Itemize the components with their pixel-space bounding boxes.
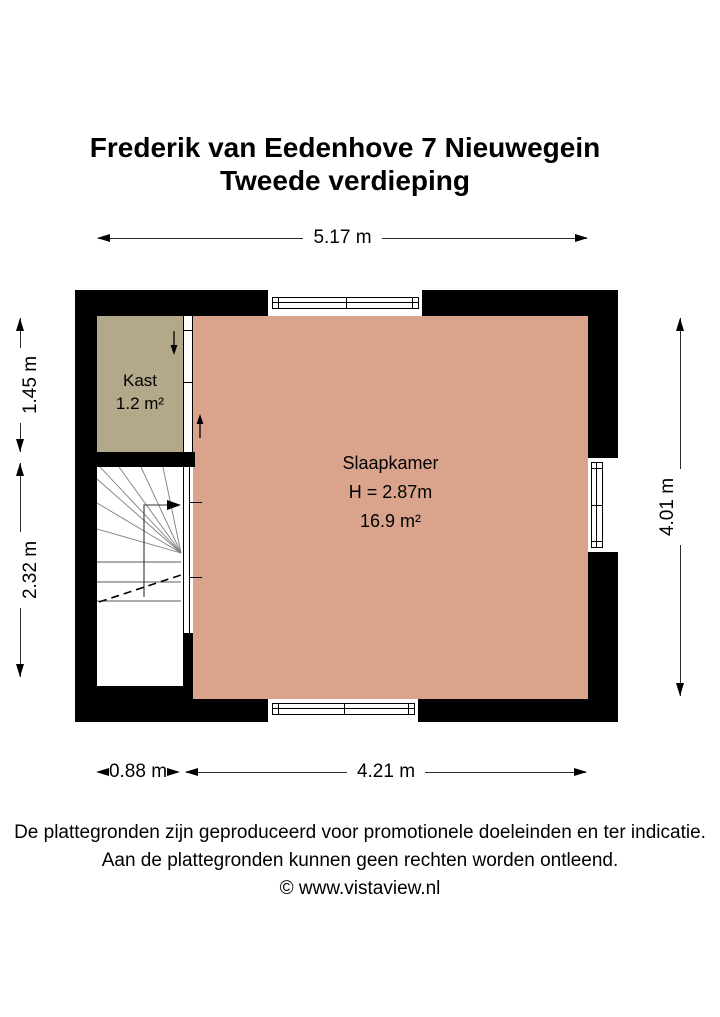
dimension-top-width — [97, 229, 588, 247]
stair-partition — [183, 467, 190, 633]
dimension-bottom-stairs — [96, 763, 180, 781]
wall-right-upper — [588, 316, 618, 458]
dimension-arrow-up-icon — [16, 463, 24, 476]
page-title-floor: Tweede verdieping — [220, 165, 470, 196]
dimension-arrow-left-icon — [185, 768, 198, 776]
stairs-winder-treads — [97, 467, 181, 553]
window-mullion — [592, 541, 602, 542]
door-tick — [184, 382, 192, 383]
stairs-drawing — [97, 467, 183, 686]
window-mullion — [278, 704, 279, 714]
page-title — [0, 131, 690, 197]
wall-kast-stairs-divider — [97, 452, 195, 467]
wall-left — [75, 290, 97, 722]
slaapkamer-area: 16.9 m² — [359, 511, 422, 531]
dimension-arrow-left-icon — [96, 768, 109, 776]
dimension-bottom-room-label: 4.21 m — [347, 761, 425, 783]
wall-bottom-right — [418, 699, 618, 722]
disclaimer — [0, 819, 720, 903]
kast-name: Kast — [122, 371, 158, 390]
window-mullion — [344, 704, 345, 714]
dimension-top-width-label: 5.17 m — [303, 227, 381, 249]
window-mullion — [412, 298, 413, 308]
dimension-bottom-stairs-label: 0.88 m — [108, 761, 168, 782]
dimension-line — [680, 318, 681, 469]
window-mullion — [278, 298, 279, 308]
stairs-straight-treads — [97, 562, 181, 601]
dimension-arrow-down-icon — [676, 683, 684, 696]
window-mullion — [346, 298, 347, 308]
slaapkamer-name: Slaapkamer — [342, 453, 439, 473]
kast-sliding-door — [183, 316, 193, 452]
wall-partition-lower — [183, 633, 193, 699]
dimension-arrow-up-icon — [676, 318, 684, 331]
kast-down-arrow-icon — [168, 330, 180, 356]
dimension-arrow-right-icon — [574, 768, 587, 776]
dimension-right-height-label: 4.01 m — [657, 477, 678, 537]
dimension-left-upper-label: 1.45 m — [20, 355, 41, 415]
disclaimer-line1: De plattegronden zijn geproduceerd voor promotionele doeleinden en ter indicatie. — [14, 822, 706, 843]
wall-bottom-stairs — [75, 686, 183, 722]
dimension-arrow-right-icon — [167, 768, 180, 776]
window-mullion — [592, 468, 602, 469]
dimension-arrow-right-icon — [575, 234, 588, 242]
dimension-arrow-up-icon — [16, 318, 24, 331]
disclaimer-line2: Aan de plattegronden kunnen geen rechten worden ontleend. — [101, 850, 619, 871]
dimension-line — [680, 545, 681, 696]
wall-top-right — [422, 290, 618, 316]
dimension-bottom-room — [185, 763, 587, 781]
dimension-arrow-left-icon — [97, 234, 110, 242]
stairs-headroom-dashed-line — [99, 575, 181, 602]
door-tick — [184, 330, 192, 331]
dimension-arrow-down-icon — [16, 439, 24, 452]
copyright-line: © www.vistaview.nl — [279, 878, 441, 899]
opening-tick-line — [190, 577, 202, 578]
window-right-icon — [591, 462, 603, 548]
kast-label — [97, 369, 183, 415]
page-title-address: Frederik van Eedenhove 7 Nieuwegein — [89, 132, 601, 163]
wall-top-left — [75, 290, 268, 316]
window-mullion — [592, 505, 602, 506]
wall-bottom-middle — [183, 699, 268, 722]
window-mullion — [408, 704, 409, 714]
slaapkamer-ceiling-height: H = 2.87m — [348, 482, 433, 502]
stairs-walkline-arrow-icon — [167, 500, 181, 510]
slaapkamer-label — [193, 449, 588, 536]
stairs-up-arrow-icon — [194, 413, 206, 439]
wall-right-lower — [588, 552, 618, 722]
kast-area: 1.2 m² — [115, 394, 165, 413]
dimension-arrow-down-icon — [16, 664, 24, 677]
window-top-icon — [272, 297, 419, 309]
window-bottom-icon — [272, 703, 415, 715]
dimension-left-lower-label: 2.32 m — [20, 540, 41, 600]
